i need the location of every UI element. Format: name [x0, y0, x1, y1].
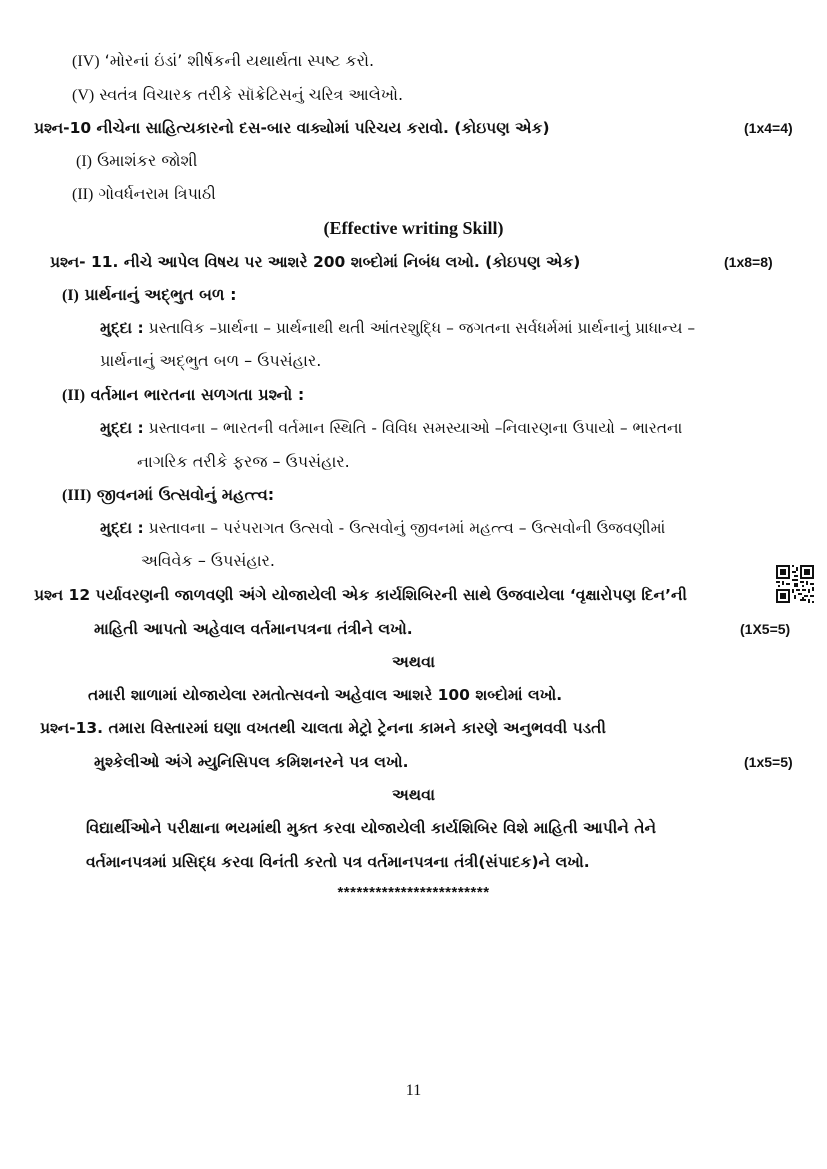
question-12-alternative: તમારી શાળામાં યોજાયેલા રમતોત્સવનો અહેવાલ આશરે 100 શબ્દોમાં લખો. [88, 686, 563, 704]
essay-topic-2-points-cont: નાગરિક તરીકે ફરજ – ઉપસંહાર. [137, 452, 350, 471]
essay-topic-3-points: મુદ્દા : પ્રસ્તાવના – પરંપરાગત ઉત્સવો - ઉત્સવોનું જીવનમાં મહત્ત્વ – ઉત્સવોની ઉજવણીમાં [100, 519, 666, 537]
section-title: (Effective writing Skill) [323, 218, 504, 238]
essay-topic-2: (II) વર્તમાન ભારતના સળગતા પ્રશ્નો : [62, 385, 305, 404]
question-13-alternative-cont: વર્તમાનપત્રમાં પ્રસિદ્ધ કરવા વિનંતી કરતો પત્ર વર્તમાનપત્રના તંત્રી(સંપાદક)ને લખો. [86, 853, 590, 871]
essay-topic-1-points-cont: પ્રાર્થનાનું અદ્ભુત બળ – ઉપસંહાર. [100, 351, 322, 370]
essay-topic-3-points-cont: અવિવેક – ઉપસંહાર. [141, 551, 275, 570]
or-separator-2: અથવા [391, 785, 436, 804]
essay-topic-1: (I) પ્રાર્થનાનું અદ્ભુત બળ : [62, 285, 237, 304]
essay-topic-2-points: મુદ્દા : પ્રસ્તાવના – ભારતની વર્તમાન સ્થિતિ - વિવિધ સમસ્યાઓ –નિવારણના ઉપાયો – ભારતના [100, 419, 683, 437]
question-10-marks: (1x4=4) [744, 120, 793, 136]
question-12-heading: પ્રશ્ન 12 પર્યાવરણની જાળવણી અંગે યોજાયેલી એક કાર્યશિબિરની સાથે ઉજવાયેલા ‘વૃક્ષારોપણ દિન’ની [34, 586, 687, 604]
question-13-marks: (1x5=5) [744, 754, 793, 770]
question-12-heading-cont: માહિતી આપતો અહેવાલ વર્તમાનપત્રના તંત્રીને લખો. [94, 620, 413, 638]
or-separator-1: અથવા [391, 652, 436, 671]
essay-topic-3: (III) જીવનમાં ઉત્સવોનું મહત્ત્વ: [62, 485, 275, 504]
question-9-part-v: (V) સ્વતંત્ર વિચારક તરીકે સૉક્રેટિસનું ચરિત્ર આલેખો. [72, 85, 404, 104]
question-10-heading: પ્રશ્ન-10 નીચેના સાહિત્યકારનો દસ-બાર વાક્યોમાં પરિચય કરાવો. (કોઇપણ એક) [34, 119, 550, 137]
question-10-option-ii: (II) ગોવર્ધનરામ ત્રિપાઠી [72, 184, 216, 203]
question-11-marks: (1x8=8) [724, 254, 773, 270]
qr-code-icon [776, 565, 814, 603]
question-9-part-iv: (IV) ‘મોરનાં ઇંડાં’ શીર્ષકની યથાર્થતા સ્પષ્ટ કરો. [72, 51, 375, 70]
question-13-heading-cont: મુશ્કેલીઓ અંગે મ્યુનિસિપલ કમિશનરને પત્ર લખો. [94, 753, 409, 771]
end-stars-divider: ************************ [337, 884, 490, 901]
question-10-option-i: (I) ઉમાશંકર જોશી [76, 151, 198, 170]
question-13-heading: પ્રશ્ન-13. તમારા વિસ્તારમાં ઘણા વખતથી ચાલતા મેટ્રો ટ્રેનના કામને કારણે અનુભવવી પડતી [40, 719, 606, 737]
essay-topic-1-points: મુદ્દા : પ્રસ્તાવિક –પ્રાર્થના – પ્રાર્થનાથી થતી આંતરશુદ્ધિ – જગતના સર્વધર્મમાં પ્રાર્થનાનું પ્રાધાન્ય – [100, 319, 696, 337]
question-13-alternative: વિદ્યાર્થીઓને પરીક્ષાના ભયમાંથી મુક્ત કરવા યોજાયેલી કાર્યશિબિર વિશે માહિતી આપીને તેને [86, 819, 657, 837]
page-number: 11 [405, 1082, 422, 1099]
question-12-marks: (1X5=5) [740, 621, 791, 637]
question-11-heading: પ્રશ્ન- 11. નીચે આપેલ વિષય પર આશરે 200 શબ્દોમાં નિબંધ લખો. (કોઇપણ એક) [50, 253, 581, 271]
